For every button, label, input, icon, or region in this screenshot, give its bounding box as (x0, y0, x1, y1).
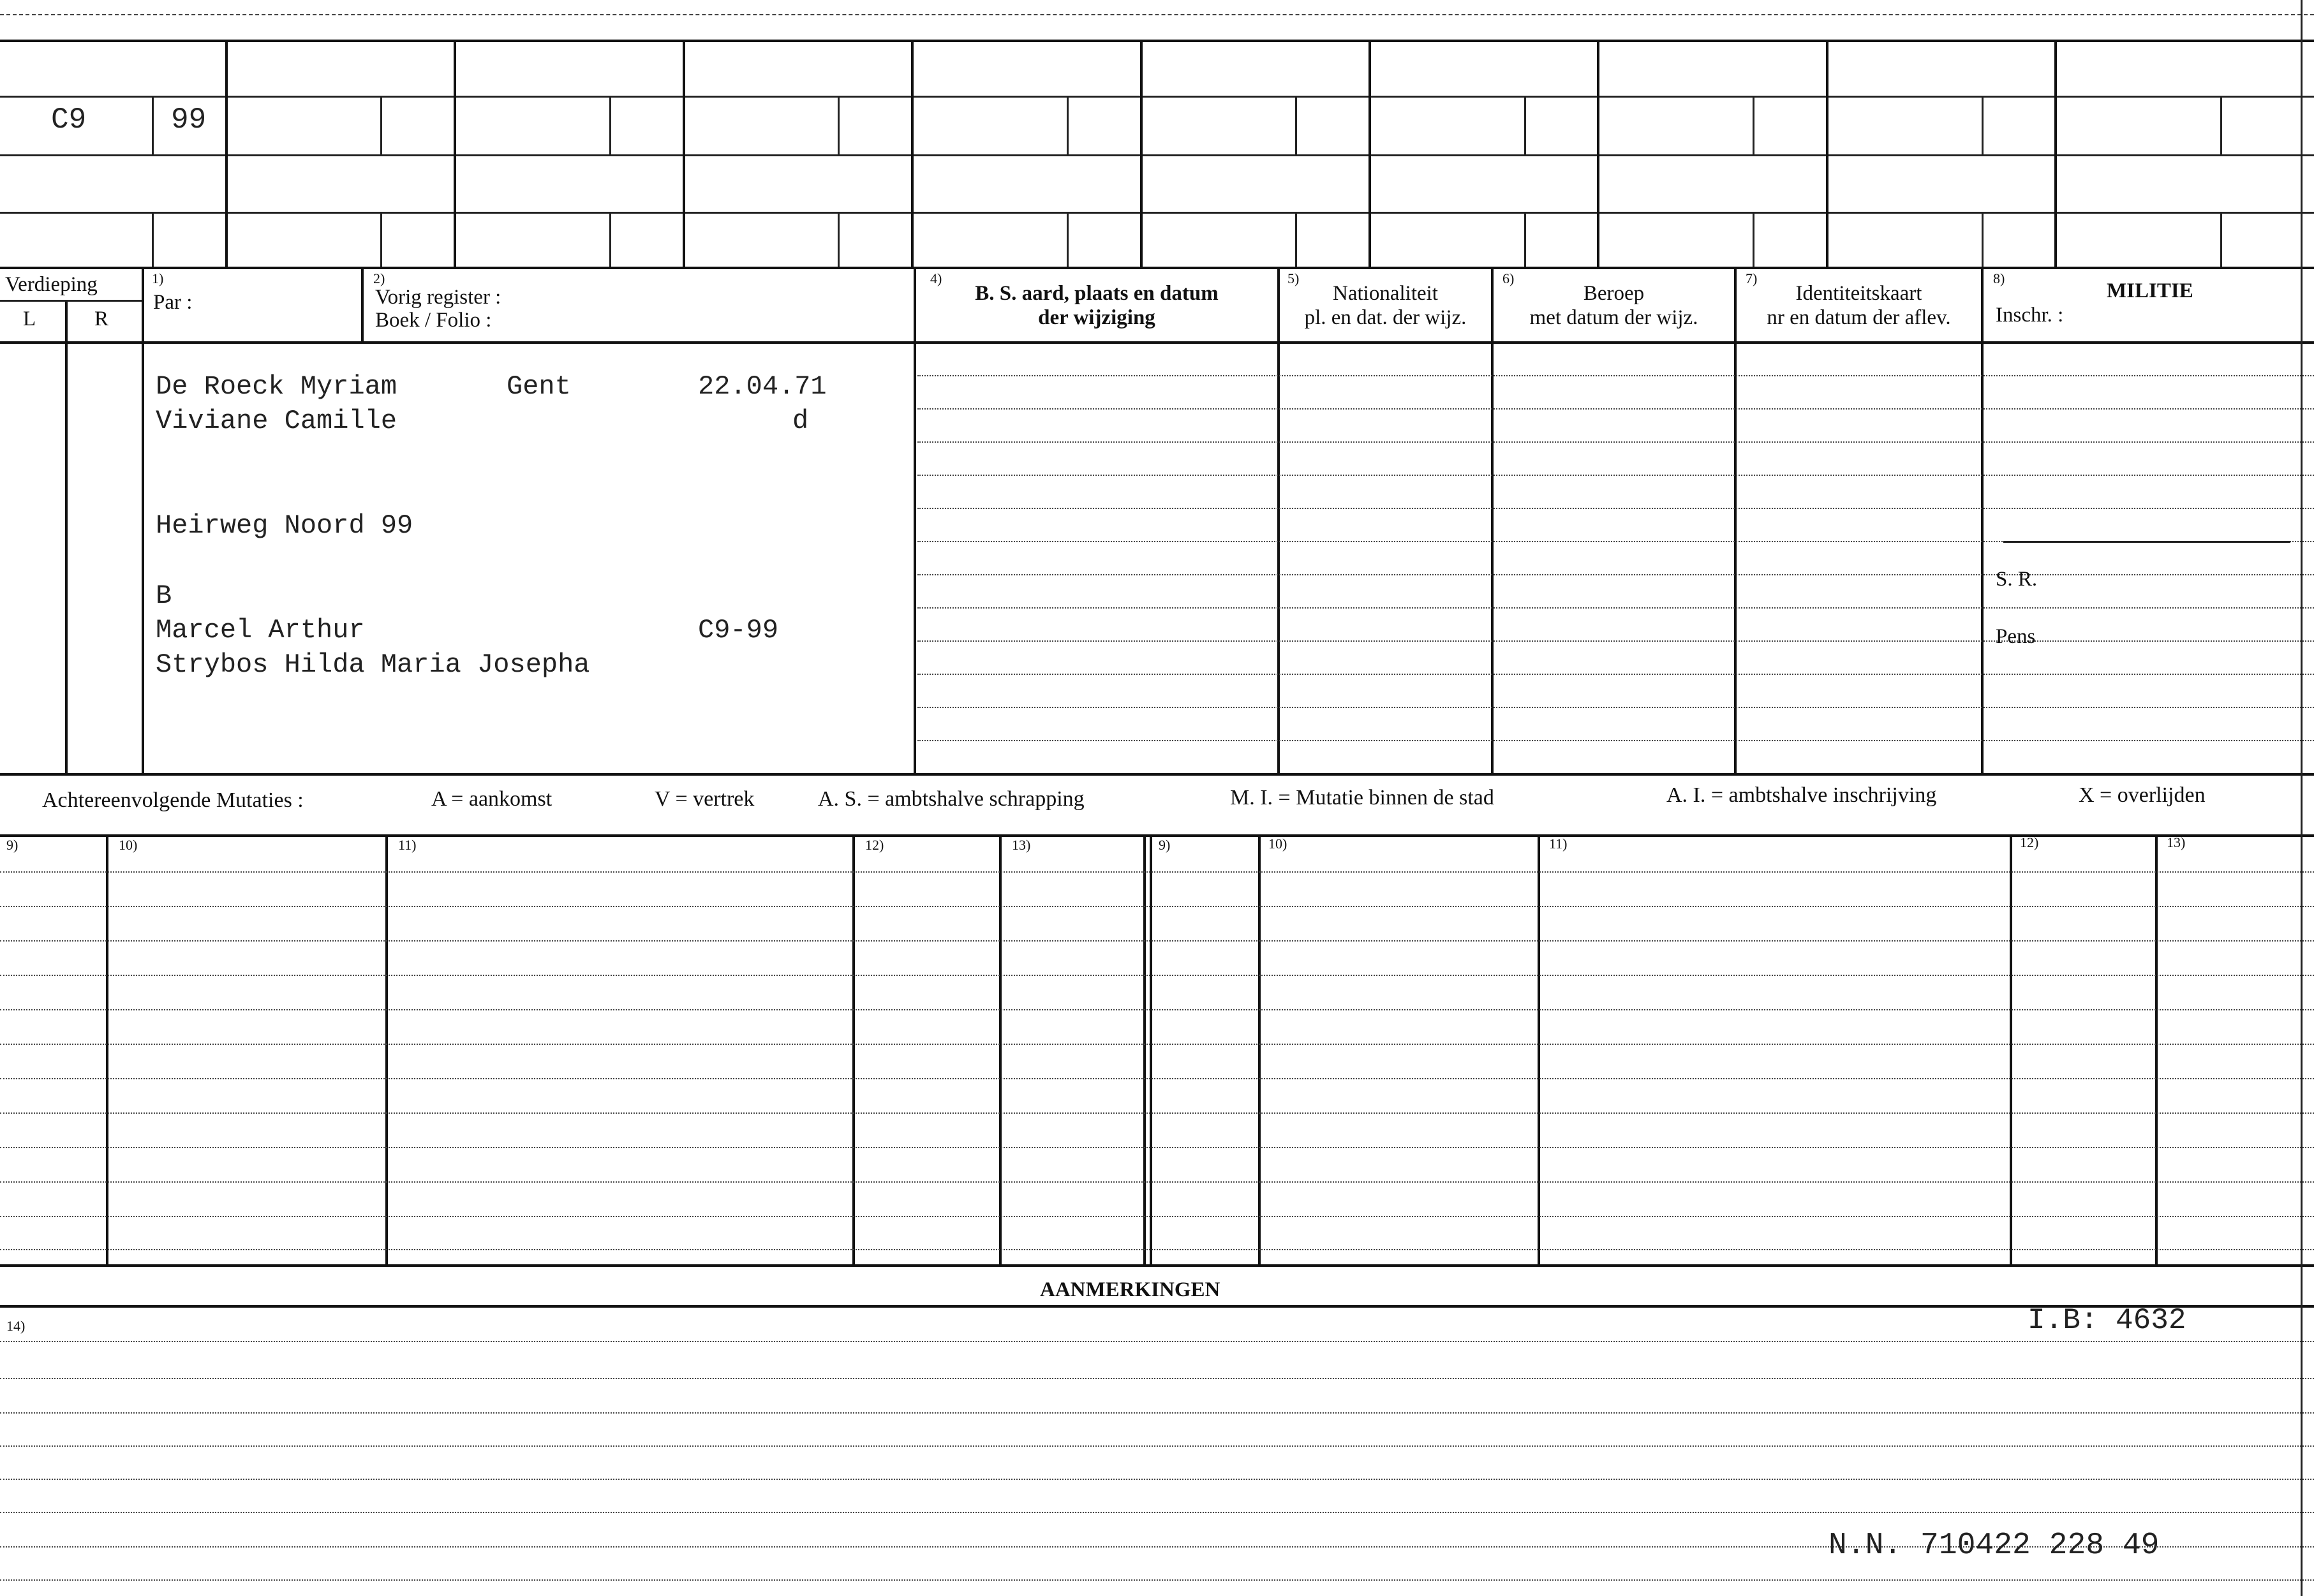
col4-label1: B. S. aard, plaats en datum (975, 282, 1219, 305)
mut-right-11: 11) (1549, 836, 1568, 852)
person-address: Heirweg Noord 99 (156, 510, 413, 541)
person-ref: C9-99 (698, 615, 779, 646)
legend-title: Achtereenvolgende Mutaties : (42, 788, 304, 812)
nn-number: N.N. 710422 228 49 (1828, 1528, 2160, 1563)
col5-label2: pl. en dat. der wijz. (1304, 306, 1467, 329)
col6-num: 6) (1502, 270, 1515, 286)
verdieping-l: L (23, 307, 36, 330)
legend-as: A. S. = ambtshalve schrapping (818, 787, 1085, 811)
code-right: 99 (171, 103, 207, 137)
col4-label2: der wijziging (1038, 306, 1155, 329)
person-name-line2: Viviane Camille (156, 406, 397, 436)
mut-left-13: 13) (1012, 837, 1031, 853)
legend-mi: M. I. = Mutatie binnen de stad (1230, 786, 1494, 809)
col7-label2: nr en datum der aflev. (1767, 306, 1951, 329)
person-birthplace: Gent (507, 371, 571, 402)
legend-x: X = overlijden (2079, 783, 2206, 807)
col6-label1: Beroep (1583, 282, 1645, 305)
sr-label: S. R. (1996, 568, 2038, 591)
remarks-num: 14) (6, 1318, 26, 1334)
person-nationality: B (156, 580, 172, 611)
col2-num: 2) (373, 270, 385, 286)
col6-label2: met datum der wijz. (1529, 306, 1698, 329)
col1-label: Par : (153, 291, 193, 314)
col5-num: 5) (1287, 270, 1300, 286)
col2-label2: Boek / Folio : (375, 309, 492, 332)
col7-label1: Identiteitskaart (1795, 282, 1922, 305)
right-margin-line (2301, 0, 2303, 1596)
col1-num: 1) (152, 270, 164, 286)
legend-a: A = aankomst (431, 787, 553, 811)
person-sex: d (792, 406, 809, 436)
person-mother: Strybos Hilda Maria Josepha (156, 649, 590, 680)
remarks-title: AANMERKINGEN (1040, 1278, 1220, 1301)
pens-label: Pens (1996, 625, 2036, 648)
col2-label1: Vorig register : (375, 286, 501, 309)
verdieping-header: Verdieping (5, 273, 98, 296)
person-name-line1: De Roeck Myriam (156, 371, 397, 402)
person-birthdate: 22.04.71 (698, 371, 827, 402)
mut-right-10: 10) (1268, 836, 1287, 852)
ib-number: I.B: 4632 (2028, 1304, 2186, 1337)
legend-v: V = vertrek (655, 787, 755, 811)
code-left: C9 (51, 103, 87, 137)
mut-right-9: 9) (1159, 837, 1171, 853)
inschr-label: Inschr. : (1996, 304, 2064, 327)
militie-label: MILITIE (2107, 279, 2193, 302)
mut-left-10: 10) (119, 837, 138, 853)
legend-ai: A. I. = ambtshalve inschrijving (1666, 783, 1937, 807)
col7-num: 7) (1746, 270, 1758, 286)
mut-left-11: 11) (398, 837, 417, 853)
mut-right-13: 13) (2167, 834, 2186, 850)
col8-num: 8) (1993, 270, 2005, 286)
person-father: Marcel Arthur (156, 615, 365, 646)
verdieping-r: R (94, 307, 109, 330)
mut-left-9: 9) (6, 837, 19, 853)
col5-label1: Nationaliteit (1333, 282, 1438, 305)
mut-left-12: 12) (865, 837, 884, 853)
mut-right-12: 12) (2020, 834, 2039, 850)
top-edge (0, 14, 2314, 15)
col4-num: 4) (930, 270, 942, 286)
